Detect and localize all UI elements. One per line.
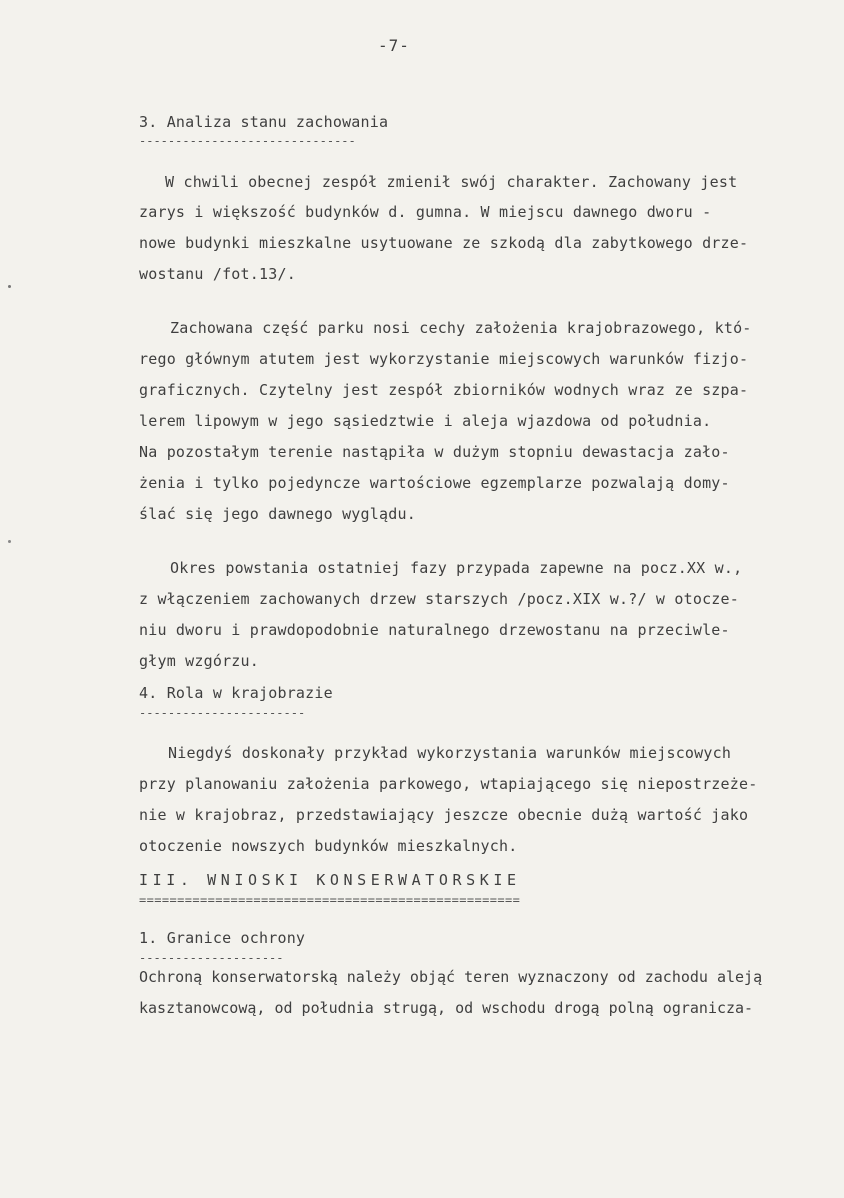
text-line: rego głównym atutem jest wykorzystanie miejscowych warunków fizjo- (139, 350, 749, 368)
text-line: Okres powstania ostatniej fazy przypada zapewne na pocz.XX w., (170, 559, 743, 577)
text-line: Ochroną konserwatorską należy objąć teren wyznaczony od zachodu aleją (139, 968, 763, 986)
margin-mark (8, 540, 11, 543)
text-line: niu dworu i prawdopodobnie naturalnego drzewostanu na przeciwle- (139, 621, 730, 639)
text-line: otoczenie nowszych budynków mieszkalnych. (139, 837, 518, 855)
text-line: głym wzgórzu. (139, 652, 259, 670)
text-line: zarys i większość budynków d. gumna. W miejscu dawnego dworu - (139, 203, 712, 221)
text-line: wostanu /fot.13/. (139, 265, 296, 283)
text-line: lerem lipowym w jego sąsiedztwie i aleja wjazdowa od południa. (139, 412, 712, 430)
margin-mark (8, 285, 11, 288)
text-line: graficznych. Czytelny jest zespół zbiorników wodnych wraz ze szpa- (139, 381, 749, 399)
section-3-underline: ------------------------------ (139, 135, 356, 147)
text-line: Zachowana część parku nosi cechy założenia krajobrazowego, któ- (170, 319, 752, 337)
text-line: żenia i tylko pojedyncze wartościowe egzemplarze pozwalają domy- (139, 474, 730, 492)
section-iii-underline: ================================================== (139, 894, 521, 906)
text-line: z włączeniem zachowanych drzew starszych /pocz.XIX w.?/ w otocze- (139, 590, 739, 608)
section-3-heading: 3. Analiza stanu zachowania (139, 113, 389, 131)
page-number: -7- (378, 36, 410, 55)
section-iii-heading: III. WNIOSKI KONSERWATORSKIE (139, 871, 521, 889)
section-4-underline: ----------------------- (139, 707, 306, 719)
text-line: kasztanowcową, od południa strugą, od wschodu drogą polną ogranicza- (139, 999, 754, 1017)
text-line: nie w krajobraz, przedstawiający jeszcze obecnie dużą wartość jako (139, 806, 749, 824)
text-line: Niegdyś doskonały przykład wykorzystania warunków miejscowych (168, 744, 732, 762)
section-iii-1-underline: -------------------- (139, 952, 284, 964)
text-line: W chwili obecnej zespół zmienił swój charakter. Zachowany jest (165, 173, 738, 191)
text-line: Na pozostałym terenie nastąpiła w dużym stopniu dewastacja zało- (139, 443, 730, 461)
text-line: przy planowaniu założenia parkowego, wtapiającego się niepostrzeże- (139, 775, 758, 793)
text-line: nowe budynki mieszkalne usytuowane ze szkodą dla zabytkowego drze- (139, 234, 749, 252)
section-iii-1-heading: 1. Granice ochrony (139, 929, 306, 947)
section-4-heading: 4. Rola w krajobrazie (139, 684, 333, 702)
text-line: ślać się jego dawnego wyglądu. (139, 505, 416, 523)
